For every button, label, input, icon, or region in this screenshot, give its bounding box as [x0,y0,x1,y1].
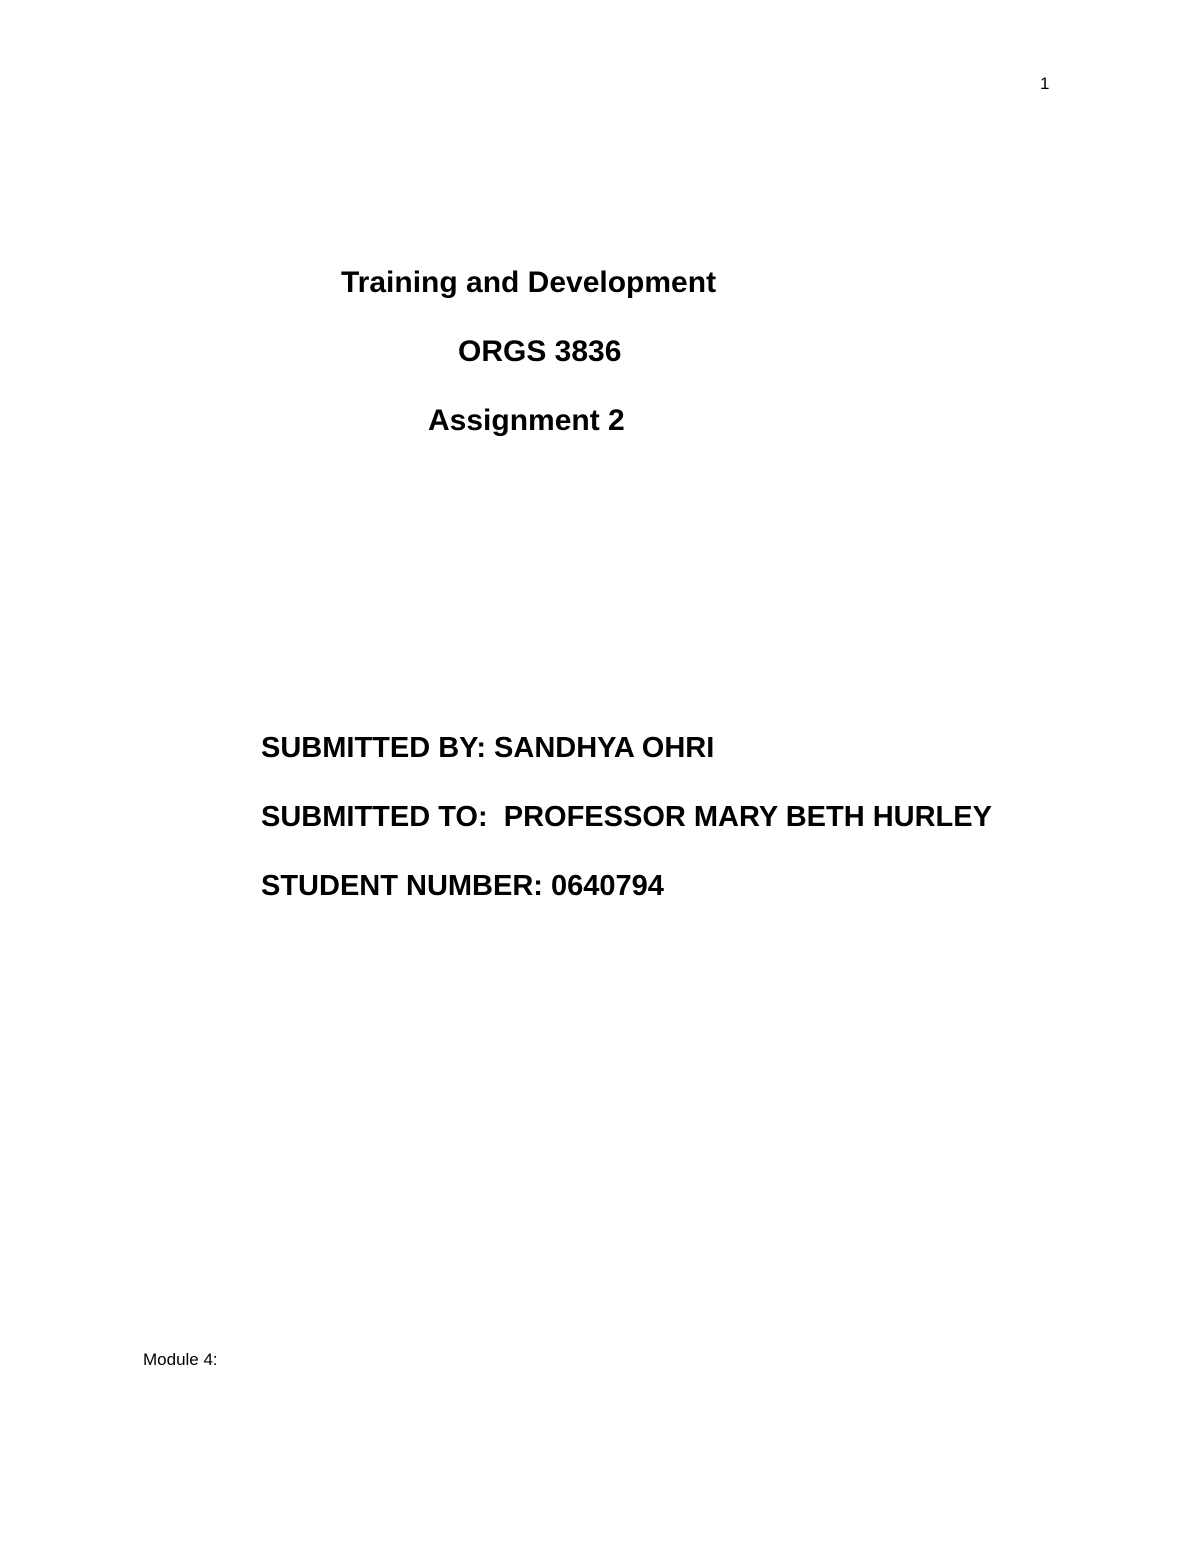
document-title: Training and Development [341,266,717,299]
submitted-by: SUBMITTED BY: SANDHYA OHRI [261,732,715,764]
course-code: ORGS 3836 [458,335,622,368]
assignment-label: Assignment 2 [428,404,625,437]
module-label: Module 4: [143,1350,218,1369]
page-number: 1 [1040,74,1050,93]
student-number: STUDENT NUMBER: 0640794 [261,870,664,902]
submitted-to: SUBMITTED TO: PROFESSOR MARY BETH HURLEY [261,801,992,833]
